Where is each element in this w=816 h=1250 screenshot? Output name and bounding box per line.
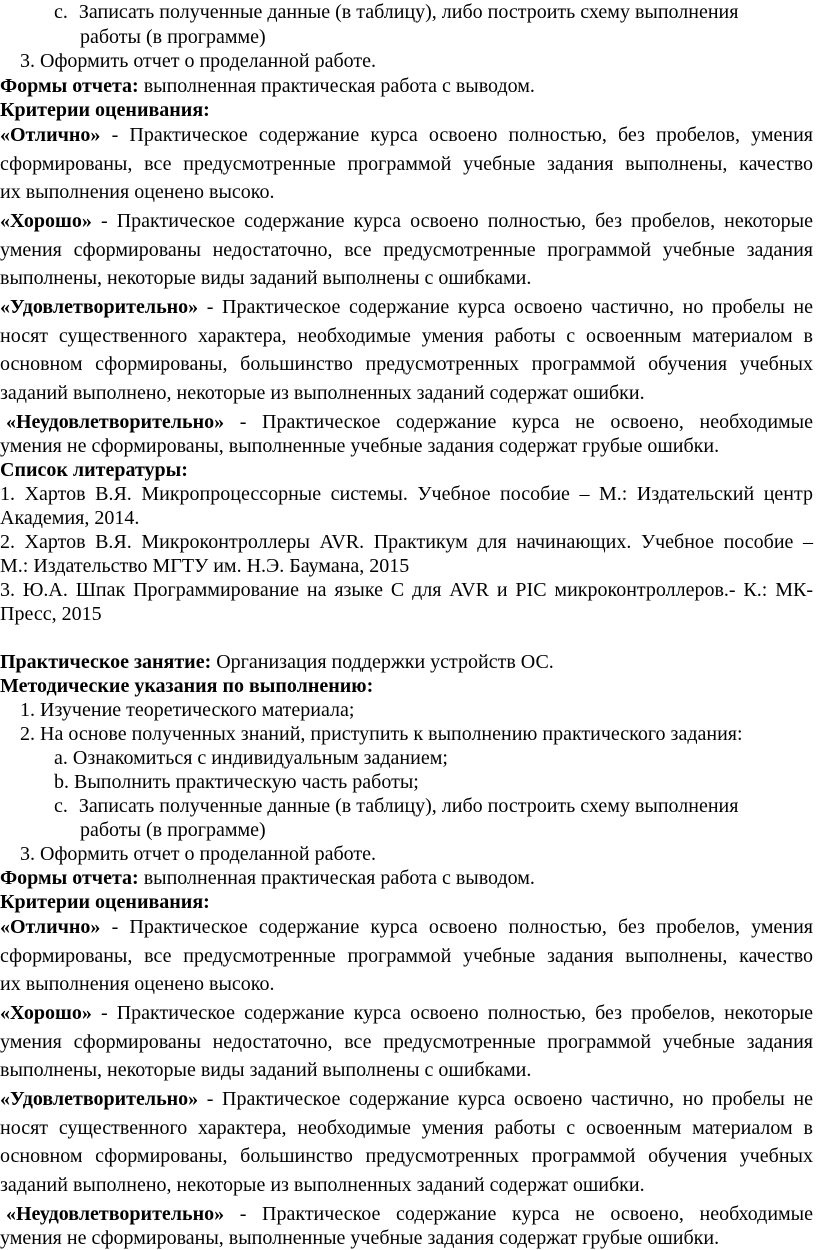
- list-item-c: [54, 0, 738, 24]
- report-form-line: [0, 74, 535, 98]
- criteria-excellent-line3: их выполнения оценено высоко.: [0, 181, 275, 203]
- report-form-label: Формы отчета:: [0, 75, 139, 97]
- grade-label: «Неудовлетворительно»: [6, 1203, 225, 1225]
- list-item-3: 3. Оформить отчет о проделанной работе.: [20, 50, 377, 72]
- criteria-satisfactory-line2: носят существенного характера, необходимые умения работы с освоенным материалом в: [0, 1117, 813, 1139]
- list-item-c-continuation: работы (в программе): [80, 26, 266, 48]
- list-item-3: 3. Оформить отчет о проделанной работе.: [20, 843, 377, 865]
- criteria-excellent-line2: сформированы, все предусмотренные программой учебные задания выполнены, качество: [0, 153, 813, 175]
- list-item-text: Записать полученные данные (в таблицу), либо построить схему выполнения: [78, 1, 739, 23]
- criteria-good-line2: умения сформированы недостаточно, все предусмотренные программой учебные задания: [0, 239, 813, 261]
- literature-item-2-cont: М.: Издательство МГТУ им. Н.Э. Баумана, 2015: [0, 555, 410, 577]
- literature-item-1-cont: Академия, 2014.: [0, 507, 140, 529]
- grade-label: «Хорошо»: [0, 210, 92, 232]
- list-item-2: 2. На основе полученных знаний, приступить к выполнению практического задания:: [20, 723, 743, 745]
- criteria-satisfactory-line4: заданий выполнено, некоторые из выполненных заданий содержат ошибки.: [0, 382, 645, 404]
- literature-heading-text: Список литературы:: [0, 459, 188, 481]
- list-item-1: 1. Изучение теоретического материала;: [20, 699, 355, 721]
- practice-topic: Организация поддержки устройств ОС.: [211, 651, 554, 673]
- criteria-text: - Практическое содержание курса освоено полностью, без пробелов, умения: [100, 916, 813, 938]
- criteria-good-line1: [0, 1001, 813, 1025]
- criteria-excellent-line1: [0, 123, 813, 147]
- grade-label: «Хорошо»: [0, 1002, 92, 1024]
- criteria-text: - Практическое содержание курса освоено частично, но пробелы не: [198, 1088, 813, 1110]
- criteria-satisfactory-line1: [0, 295, 813, 319]
- criteria-excellent-line1: [0, 915, 813, 939]
- grade-label: «Удовлетворительно»: [0, 1088, 199, 1110]
- criteria-text: - Практическое содержание курса освоено полностью, без пробелов, некоторые: [91, 210, 813, 232]
- criteria-satisfactory-line3: основном сформированы, большинство предусмотренных программой обучения учебных: [0, 353, 813, 375]
- criteria-excellent-line2: сформированы, все предусмотренные программой учебные задания выполнены, качество: [0, 945, 813, 967]
- criteria-satisfactory-line4: заданий выполнено, некоторые из выполненных заданий содержат ошибки.: [0, 1174, 645, 1196]
- grade-label: «Отлично»: [0, 124, 101, 146]
- method-heading: [0, 674, 373, 698]
- method-heading-text: Методические указания по выполнению:: [0, 675, 374, 697]
- grade-label: «Удовлетворительно»: [0, 296, 199, 318]
- criteria-excellent-line3: их выполнения оценено высоко.: [0, 973, 275, 995]
- literature-item-2: 2. Хартов В.Я. Микроконтроллеры AVR. Практикум для начинающих. Учебное пособие –: [0, 531, 813, 553]
- criteria-good-line1: [0, 209, 813, 233]
- criteria-text: - Практическое содержание курса освоено полностью, без пробелов, некоторые: [91, 1002, 813, 1024]
- literature-item-3-cont: Пресс, 2015: [0, 603, 102, 625]
- list-item-c: [54, 794, 738, 818]
- criteria-heading-text: Критерии оценивания:: [0, 891, 210, 913]
- criteria-satisfactory-line1: [0, 1087, 813, 1111]
- literature-heading: [0, 458, 188, 482]
- criteria-satisfactory-line2: носят существенного характера, необходимые умения работы с освоенным материалом в: [0, 325, 813, 347]
- report-form-label: Формы отчета:: [0, 867, 139, 889]
- list-item-b: b. Выполнить практическую часть работы;: [54, 771, 419, 793]
- list-item-a: a. Ознакомиться с индивидуальным заданием;: [54, 747, 448, 769]
- criteria-text: - Практическое содержание курса не освоено, необходимые: [224, 1203, 813, 1225]
- criteria-unsatisfactory-line2: умения не сформированы, выполненные учебные задания содержат грубые ошибки.: [0, 435, 720, 457]
- criteria-good-line2: умения сформированы недостаточно, все предусмотренные программой учебные задания: [0, 1031, 813, 1053]
- list-item-text: Записать полученные данные (в таблицу), либо построить схему выполнения: [78, 795, 739, 817]
- criteria-unsatisfactory-line1: [6, 410, 813, 434]
- criteria-heading: [0, 98, 210, 122]
- literature-item-3: 3. Ю.А. Шпак Программирование на языке С для AVR и PIC микроконтроллеров.- К.: МК-: [0, 579, 813, 601]
- list-marker: c.: [54, 795, 68, 817]
- criteria-unsatisfactory-line2: умения не сформированы, выполненные учебные задания содержат грубые ошибки.: [0, 1227, 720, 1249]
- grade-label: «Отлично»: [0, 916, 101, 938]
- criteria-heading: [0, 890, 210, 914]
- criteria-heading-text: Критерии оценивания:: [0, 99, 210, 121]
- criteria-good-line3: выполнены, некоторые виды заданий выполнены с ошибками.: [0, 1059, 532, 1081]
- criteria-satisfactory-line3: основном сформированы, большинство предусмотренных программой обучения учебных: [0, 1145, 813, 1167]
- criteria-text: - Практическое содержание курса не освоено, необходимые: [224, 411, 813, 433]
- criteria-text: - Практическое содержание курса освоено частично, но пробелы не: [198, 296, 813, 318]
- criteria-unsatisfactory-line1: [6, 1202, 813, 1226]
- practice-label: Практическое занятие:: [0, 651, 212, 673]
- report-form-text: выполненная практическая работа с выводом.: [138, 75, 535, 97]
- report-form-line: [0, 866, 535, 890]
- literature-item-1: 1. Хартов В.Я. Микропроцессорные системы. Учебное пособие – М.: Издательский центр: [0, 483, 813, 505]
- criteria-text: - Практическое содержание курса освоено полностью, без пробелов, умения: [100, 124, 813, 146]
- criteria-good-line3: выполнены, некоторые виды заданий выполнены с ошибками.: [0, 267, 532, 289]
- practice-title-line: [0, 650, 554, 674]
- report-form-text: выполненная практическая работа с выводом.: [138, 867, 535, 889]
- list-item-c-continuation: работы (в программе): [80, 819, 266, 841]
- list-marker: c.: [54, 1, 68, 23]
- grade-label: «Неудовлетворительно»: [6, 411, 225, 433]
